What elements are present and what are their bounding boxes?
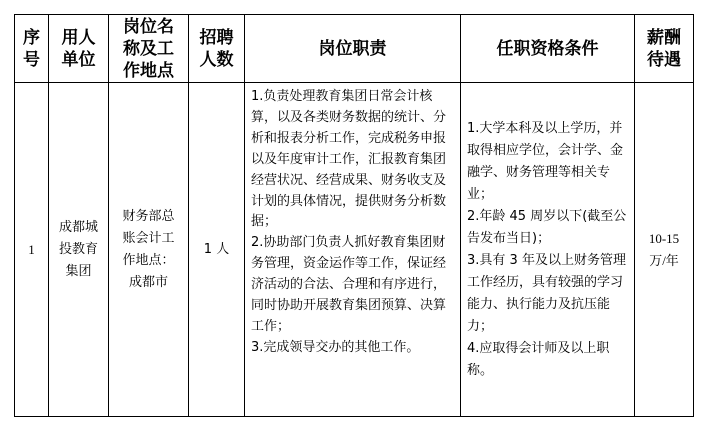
cell-seq: 1 — [15, 83, 49, 417]
table-row — [15, 83, 694, 417]
header-duties: 岗位职责 — [245, 15, 461, 83]
cell-count: 1 人 — [189, 83, 245, 417]
cell-duties — [245, 83, 461, 417]
duty-item: 1.负责处理教育集团日常会计核算，以及各类财务数据的统计、分析和报表分析工作，完成税务申报以及年度审计工作，汇报教育集团经营状况、经营成果、财务收支及计划的具体情况，提供财务分析数据； — [251, 89, 447, 230]
duty-item: 3.完成领导交办的其他工作。 — [251, 339, 420, 355]
qualification-item: 1.大学本科及以上学历，并取得相应学位，会计学、金融学、财务管理等相关专业； — [467, 120, 624, 202]
qualification-item: 3.具有 3 年及以上财务管理工作经历，具有较强的学习能力、执行能力及抗压能力； — [467, 252, 626, 334]
header-unit: 用人单位 — [49, 15, 109, 83]
qualification-item: 2.年龄 45 周岁以下(截至公告发布当日)； — [467, 208, 627, 246]
header-salary: 薪酬待遇 — [635, 15, 694, 83]
recruitment-table — [14, 14, 694, 417]
cell-salary: 10-15万/年 — [635, 83, 694, 417]
cell-position: 财务部总账会计工作地点：成都市 — [109, 83, 189, 417]
header-position: 岗位名称及工作地点 — [109, 15, 189, 83]
qualification-item: 4.应取得会计师及以上职称。 — [467, 340, 610, 378]
duty-item: 2.协助部门负责人抓好教育集团财务管理，资金运作等工作，保证经济活动的合法、合理和有序进行，同时协助开展教育集团预算、决算工作； — [251, 235, 447, 334]
header-row — [15, 15, 694, 83]
header-qualifications: 任职资格条件 — [461, 15, 635, 83]
cell-qualifications — [461, 83, 635, 417]
cell-unit: 成都城投教育集团 — [49, 83, 109, 417]
header-count: 招聘人数 — [189, 15, 245, 83]
header-seq: 序号 — [15, 15, 49, 83]
